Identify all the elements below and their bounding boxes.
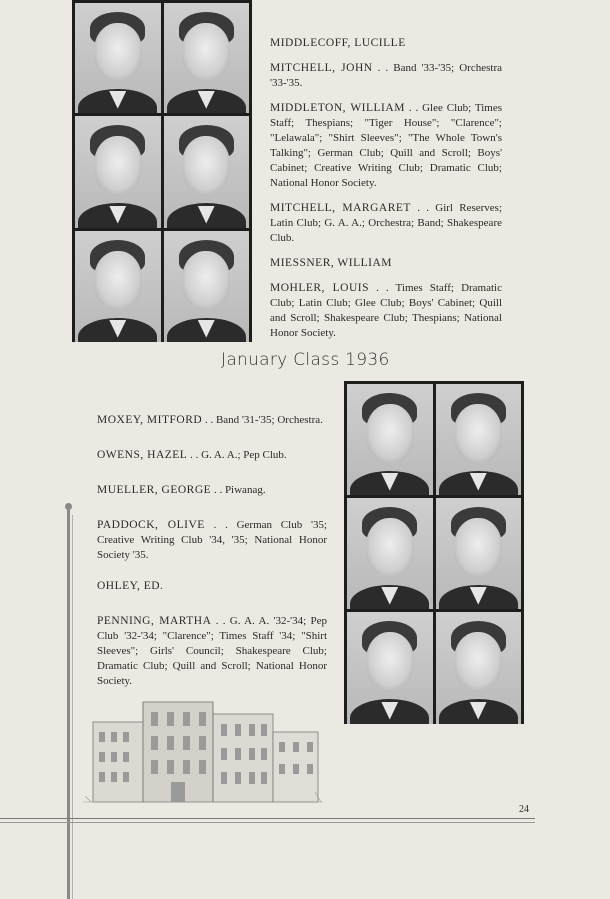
portrait-photo [347,612,433,724]
student-entry [270,281,502,341]
student-entry [97,518,327,563]
student-entry [270,101,502,191]
student-activities: . . Girl Reserves; Latin Club; G. A. A.; Orchestra; Band; Shakespeare Club. [270,202,502,244]
student-entry [97,579,327,594]
student-name: OWENS, HAZEL [97,449,188,461]
student-activities: . . German Club '35; Creative Writing Club '34, '35; National Honor Society '35. [97,519,327,561]
footer-rule [0,818,535,819]
portrait-photo [75,3,161,113]
page-number: 24 [519,804,529,815]
section-title: January Class 1936 [221,350,390,370]
student-entry [97,614,327,689]
school-building-illustration [83,692,323,804]
student-name: MITCHELL, MARGARET [270,202,411,214]
student-name: MOHLER, LOUIS [270,282,369,294]
student-name: MOXEY, MITFORD [97,414,203,426]
student-name: MIDDLETON, WILLIAM [270,102,405,114]
student-name: PADDOCK, OLIVE [97,519,205,531]
portrait-photo [436,498,522,609]
footer-rule [0,822,535,823]
student-activities: . . G. A. A.; Pep Club. [187,449,287,461]
portrait-photo [436,384,522,495]
portrait-photo [164,231,250,342]
student-activities: . . Glee Club; Times Staff; Thespians; "Tiger House"; "Clarence"; "Lelawala"; "Shirt Sleeves"; "The Whole Town's Talking"; German Club; Quill and Scroll; Boys' Cabinet; Creative Writing Club; Dramatic Club; National Honor Society. [270,102,502,189]
pole-decoration [72,515,73,899]
portrait-photo [164,116,250,228]
student-name: OHLEY, ED. [97,580,164,592]
student-entry [270,256,502,271]
pole-decoration [67,507,70,899]
student-name: PENNING, MARTHA [97,615,212,627]
student-activities: . . Piwanag. [211,484,266,496]
portrait-photo [347,498,433,609]
top-entries [270,36,502,351]
student-entry [97,483,327,498]
bottom-entries [97,413,327,709]
student-activities: . . Band '31-'35; Orchestra. [202,414,323,426]
student-name: MIESSNER, WILLIAM [270,257,393,269]
portrait-photo [436,612,522,724]
portrait-photo [347,384,433,495]
student-entry [270,36,502,51]
student-name: MIDDLECOFF, LUCILLE [270,37,406,49]
student-name: MITCHELL, JOHN [270,62,373,74]
student-entry [97,413,327,428]
student-activities: . . G. A. A. '32-'34; Pep Club '32-'34; "Clarence"; Times Staff '34; "Shirt Sleeves"; Girls' Council; Shakespeare Club; Dramatic Club; Quill and Scroll; National Honor Society. [97,615,327,687]
student-entry [270,61,502,91]
portrait-photo [75,231,161,342]
student-activities: . . Times Staff; Dramatic Club; Latin Club; Glee Club; Boys' Cabinet; Quill and Scroll; Shakespeare Club; Thespians; National Honor Society. [270,282,502,339]
student-entry [97,448,327,463]
top-photo-grid [72,0,252,342]
student-entry [270,201,502,246]
student-name: MUELLER, GEORGE [97,484,212,496]
portrait-photo [164,3,250,113]
bottom-photo-grid [344,381,524,724]
portrait-photo [75,116,161,228]
student-activities: . . Band '33-'35; Orchestra '33-'35. [270,62,502,89]
